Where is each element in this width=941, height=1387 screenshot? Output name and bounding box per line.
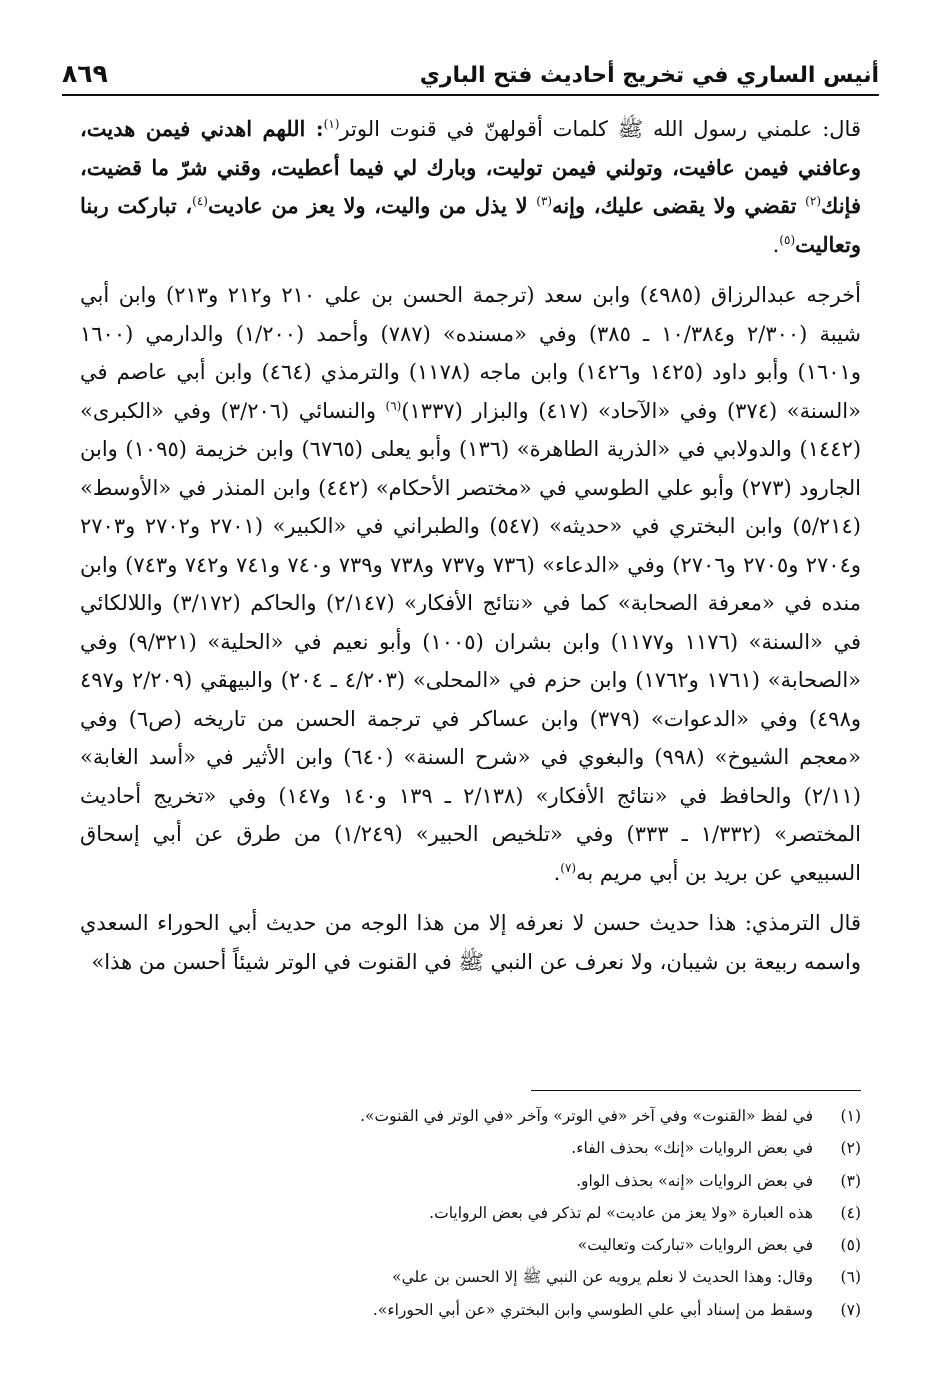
footnote-number: (٤) — [840, 1203, 861, 1222]
footnotes — [80, 1100, 861, 1326]
footnote-number: (٦) — [840, 1268, 861, 1287]
footnote-rule — [531, 1090, 861, 1091]
dua-text-c: لا يذل من واليت، ولا يعز من عاديت — [207, 193, 537, 218]
footnote-text: وقال: وهذا الحديث لا نعلم يرويه عن النبي ﷺ إلا الحسن بن علي» — [392, 1268, 813, 1287]
quote-intro: قال: علمني رسول الله ﷺ كلمات أقولهنّ في قنوت الوتر — [339, 117, 861, 141]
dua-text-a: : اللهم اهدني فيمن هديت، وعافني فيمن عافيت، وتولني فيمن توليت، وبارك لي فيما أعطيت، وقني شرّ ما قضيت، فإنك — [80, 116, 861, 218]
footnote-item — [80, 1197, 861, 1229]
footnote-ref-2: (٢) — [805, 194, 821, 208]
footnote-text: وسقط من إسناد أبي علي الطوسي وابن البختري «عن أبي الحوراء». — [372, 1300, 813, 1319]
quote-end: . — [772, 232, 780, 257]
takhrij-paragraph — [80, 276, 861, 892]
tirmidhi-text: قال الترمذي: هذا حديث حسن لا نعرفه إلا من هذا الوجه من حديث أبي الحوراء السعدي واسمه ربيعة بن شيبان، ولا نعرف عن النبي ﷺ في القنوت في الوتر شيئاً أحسن من هذا» — [80, 911, 861, 974]
takhrij-end: . — [553, 860, 561, 885]
footnote-ref-4: (٤) — [192, 194, 208, 208]
header-rule — [62, 94, 879, 96]
footnote-item — [80, 1165, 861, 1197]
hadith-quote — [80, 110, 861, 264]
footnote-item — [80, 1261, 861, 1293]
footnote-number: (١) — [840, 1107, 861, 1125]
footnote-item — [80, 1229, 861, 1261]
running-header — [62, 50, 879, 88]
footnote-ref-5: (٥) — [779, 232, 796, 247]
footnote-ref-1: (١) — [323, 117, 340, 131]
footnote-text: في بعض الروايات «إنك» بحذف الفاء. — [571, 1139, 813, 1158]
footnote-item — [80, 1100, 861, 1132]
dua-text-d: ، تباركت ربنا وتعاليت — [80, 193, 861, 257]
dua-text-b: تقضي ولا يقضى عليك، وإنه — [552, 193, 806, 218]
footnote-ref-7: (٧) — [560, 860, 577, 875]
footnote-text: في بعض الروايات «تباركت وتعاليت» — [577, 1236, 813, 1255]
footnote-text: في بعض الروايات «إنه» بحذف الواو. — [576, 1171, 813, 1190]
takhrij-part-1: أخرجه عبدالرزاق (٤٩٨٥) وابن سعد (ترجمة الحسن بن علي ٢١٠ و٢١٢ و٢١٣) وابن أبي شيبة (٢/٣٠٠ و١٠/٣٨٤ ـ ٣٨٥) وفي «مسنده» (٧٨٧) وأحمد (١/٢٠٠) والدارمي (١٦٠٠ و١٦٠١) وأبو داود (١٤٢٥ و١٤٢٦) وابن ماجه (١١٧٨) والترمذي (٤٦٤) وابن أبي عاصم في «السنة» (٣٧٤) وفي «الآحاد» (٤١٧) والبزار (١٣٣٧) — [80, 283, 861, 423]
takhrij-part-2: والنسائي (٣/٢٠٦) وفي «الكبرى» (١٤٤٢) والدولابي في «الذرية الطاهرة» (١٣٦) وأبو يعلى (٦٧٦٥) وابن خزيمة (١٠٩٥) وابن الجارود (٢٧٣) وأبو علي الطوسي في «مختصر الأحكام» (٤٤٢) وابن المنذر في «الأوسط» (٥/٢١٤) وابن البختري في «حديثه» (٥٤٧) والطبراني في «الكبير» (٢٧٠١ و٢٧٠٢ و٢٧٠٣ و٢٧٠٤ و٢٧٠٥ و٢٧٠٦) وفي «الدعاء» (٧٣٦ و٧٣٧ و٧٣٨ و٧٣٩ و٧٤٠ و٧٤١ و٧٤٢ و٧٤٣) وابن منده في «معرفة الصحابة» كما في «نتائج الأفكار» (٢/١٤٧) والحاكم (٣/١٧٢) واللالكائي في «السنة» (١١٧٦ و١١٧٧) وابن بشران (١٠٠٥) وأبو نعيم في «الحلية» (٩/٣٢١) وفي «الصحابة» (١٧٦١ و١٧٦٢) وابن حزم في «المحلى» (٤/٢٠٣ ـ ٢٠٤) والبيهقي (٢/٢٠٩ و٤٩٧ و٤٩٨) وفي «الدعوات» (٣٧٩) وابن عساكر في ترجمة الحسن من تاريخه (ص٦) وفي «معجم الشيوخ» (٩٩٨) والبغوي في «شرح السنة» (٦٤٠) وابن الأثير في «أسد الغابة» (٢/١١) والحافظ في «نتائج الأفكار» (٢/١٣٨ ـ ١٣٩ و١٤٠ و١٤٧) وفي «تخريج أحاديث المختصر» (١/٣٣٢ ـ ٣٣٣) وفي «تلخيص الحبير» (١/٢٤٩) من طرق عن أبي إسحاق السبيعي عن بريد بن أبي مريم به — [80, 398, 862, 885]
footnote-number: (٣) — [840, 1171, 861, 1190]
footnote-item — [80, 1294, 861, 1326]
footnote-number: (٥) — [840, 1236, 861, 1255]
footnote-number: (٢) — [840, 1139, 861, 1158]
footnote-ref-6: (٦) — [385, 398, 402, 413]
book-title: أنيس الساري في تخريج أحاديث فتح الباري — [419, 63, 879, 88]
page-number: ٨٦٩ — [62, 59, 108, 88]
footnote-ref-3: (٣) — [536, 194, 553, 208]
footnote-text: في لفظ «القنوت» وفي آخر «في الوتر» وآخر «في الوتر في القنوت». — [360, 1107, 813, 1125]
footnote-item — [80, 1132, 861, 1164]
main-text — [80, 110, 861, 981]
tirmidhi-paragraph — [80, 904, 861, 981]
footnote-number: (٧) — [840, 1300, 861, 1319]
footnote-text: هذه العبارة «ولا يعز من عاديت» لم تذكر في بعض الروايات. — [429, 1203, 813, 1222]
